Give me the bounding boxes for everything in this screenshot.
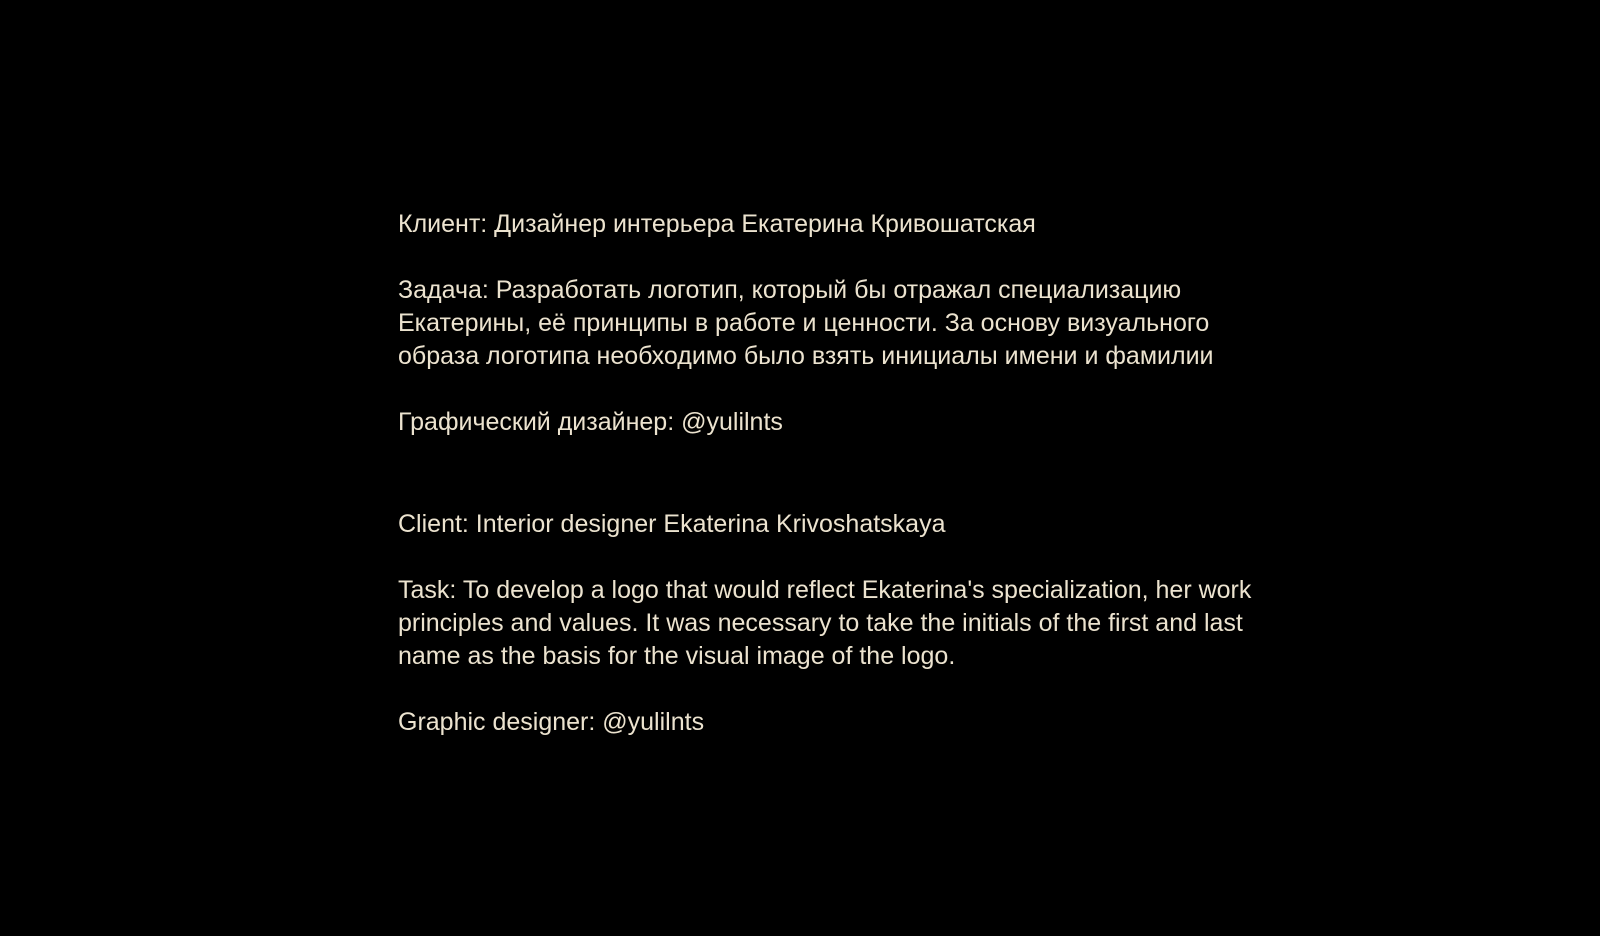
task-line-ru-3: образа логотипа необходимо было взять инициалы имени и фамилии [398,342,1214,370]
designer-line-ru [398,406,1398,439]
task-paragraph-en [398,574,1398,673]
client-text-en: Client: Interior designer Ekaterina Krivoshatskaya [398,510,946,538]
russian-description [398,208,1398,439]
client-line-ru [398,208,1398,241]
english-description [398,508,1398,739]
designer-line-en [398,706,1398,739]
task-paragraph-ru [398,274,1398,373]
task-line-ru-2: Екатерины, её принципы в работе и ценности. За основу визуального [398,309,1210,337]
task-line-en-2: principles and values. It was necessary to take the initials of the first and last [398,609,1243,637]
task-line-ru-1: Задача: Разработать логотип, который бы отражал специализацию [398,276,1182,304]
task-line-en-1: Task: To develop a logo that would reflect Ekaterina's specialization, her work [398,576,1252,604]
designer-text-ru: Графический дизайнер: @yulilnts [398,408,783,436]
client-line-en [398,508,1398,541]
client-text-ru: Клиент: Дизайнер интерьера Екатерина Кривошатская [398,210,1036,238]
designer-text-en: Graphic designer: @yulilnts [398,708,705,736]
task-line-en-3: name as the basis for the visual image of the logo. [398,642,956,670]
